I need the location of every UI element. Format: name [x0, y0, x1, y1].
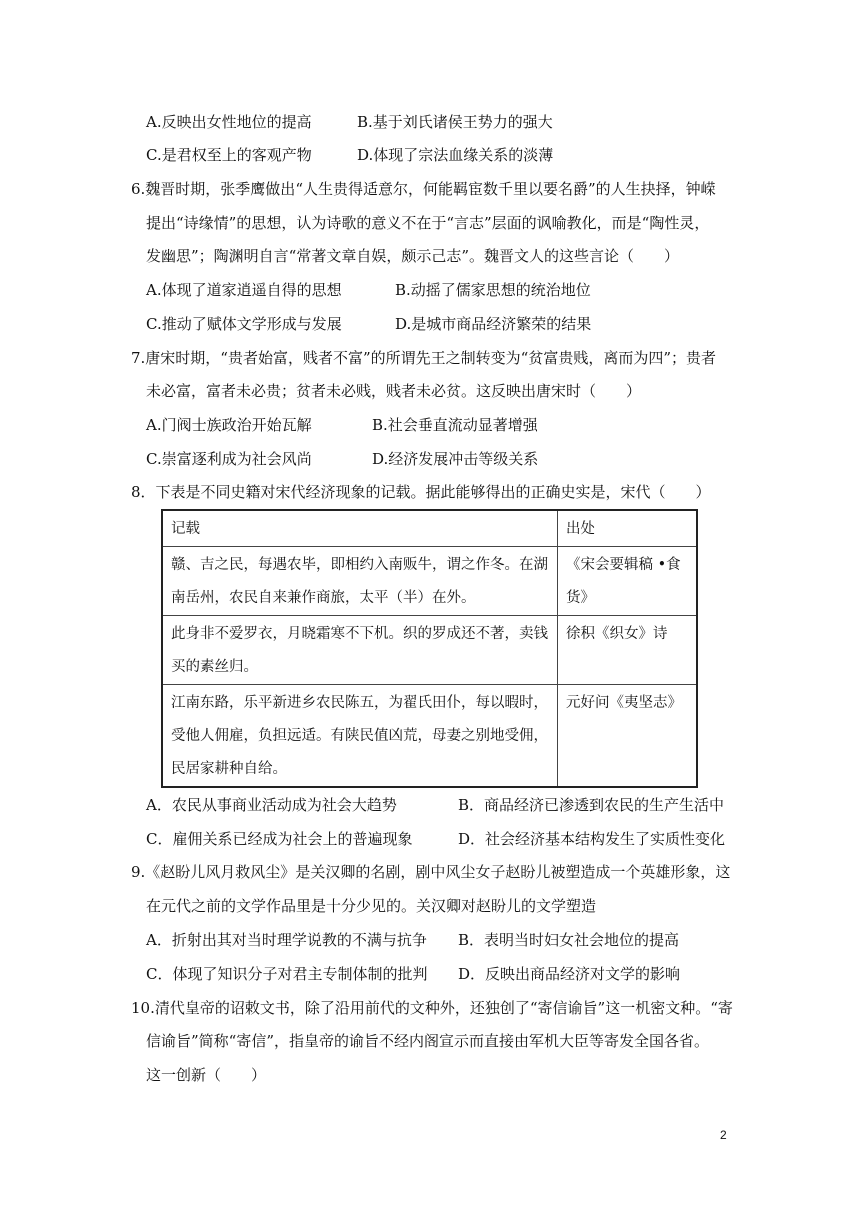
source-line: 徐积《织女》诗 [566, 626, 668, 642]
q9-stem-line1: 9.《赵盼儿风月救风尘》是关汉卿的名剧，剧中风尘女子赵盼儿被塑造成一个英雄形象，这 [131, 863, 731, 881]
q5-option-d: D.体现了宗法血缘关系的淡薄 [357, 146, 554, 164]
q6-stem-line2: 提出“诗缘情”的思想，认为诗歌的意义不在于“言志”层面的讽喻教化，而是“陶性灵， [146, 214, 710, 232]
source-line: 《宋会要辑稿 •食 [566, 557, 681, 573]
source-line: 货》 [566, 590, 595, 606]
q7-option-c: C.崇富逐利成为社会风尚 [146, 450, 312, 468]
table-row [162, 616, 697, 685]
record-line: 买的素丝归。 [171, 659, 258, 675]
source-cell [558, 547, 698, 616]
q7-option-d: D.经济发展冲击等级关系 [372, 450, 539, 468]
record-cell [162, 616, 558, 685]
q7-option-a: A.门阀士族政治开始瓦解 [146, 416, 312, 434]
record-line: 江南东路，乐平新进乡农民陈五，为翟氏田仆，每以暇时， [171, 695, 548, 711]
q8-stem-line1: 8．下表是不同史籍对宋代经济现象的记载。据此能够得出的正确史实是，宋代（ ） [131, 483, 711, 501]
q10-stem-line3: 这一创新（ ） [146, 1066, 267, 1084]
records-table [161, 509, 698, 788]
q9-option-a: A．折射出其对当时理学说教的不满与抗争 [146, 931, 427, 949]
q8-option-a: A．农民从事商业活动成为社会大趋势 [146, 796, 397, 814]
q6-stem-line3: 发幽思”；陶渊明自言“常著文章自娱，颇示己志”。魏晋文人的这些言论（ ） [146, 247, 680, 265]
record-line: 此身非不爱罗衣，月晓霜寒不下机。织的罗成还不著，卖钱 [171, 626, 548, 642]
header-record: 记载 [162, 510, 558, 547]
q7-stem-line1: 7.唐宋时期，“贵者始富，贱者不富”的所谓先王之制转变为“贫富贵贱，离而为四”；贵者 [131, 349, 716, 367]
q9-option-b: B．表明当时妇女社会地位的提高 [458, 931, 680, 949]
q6-option-c: C.推动了赋体文学形成与发展 [146, 315, 342, 333]
record-line: 民居家耕种自给。 [171, 761, 287, 777]
record-line: 南岳州，农民自来兼作商旅，太平（半）在外。 [171, 590, 476, 606]
source-cell [558, 616, 698, 685]
q7-stem-line2: 未必富，富者未必贵；贫者未必贱，贱者未必贫。这反映出唐宋时（ ） [146, 382, 642, 400]
q8-option-b: B．商品经济已渗透到农民的生产生活中 [458, 796, 725, 814]
header-source: 出处 [558, 510, 698, 547]
table-row [162, 547, 697, 616]
record-line: 受他人佣雇，负担远适。有陕民值凶荒，母妻之别地受佣， [171, 728, 548, 744]
q9-option-c: C．体现了知识分子对君主专制体制的批判 [146, 965, 428, 983]
record-cell [162, 685, 558, 788]
source-line: 元好问《夷坚志》 [566, 695, 682, 711]
q5-option-c: C.是君权至上的客观产物 [146, 146, 312, 164]
page-number: 2 [720, 1128, 727, 1142]
q8-option-c: C．雇佣关系已经成为社会上的普遍现象 [146, 830, 413, 848]
q6-option-a: A.体现了道家逍遥自得的思想 [146, 281, 342, 299]
record-line: 赣、吉之民，每遇农毕，即相约入南贩牛，谓之作冬。在湖 [171, 557, 548, 573]
q5-option-b: B.基于刘氏诸侯王势力的强大 [357, 113, 553, 131]
q8-option-d: D．社会经济基本结构发生了实质性变化 [458, 830, 726, 848]
q6-stem-line1: 6.魏晋时期，张季鹰做出“人生贵得适意尔，何能羁宦数千里以要名爵”的人生抉择，钟嵘 [131, 180, 716, 198]
table-row [162, 685, 697, 788]
source-cell [558, 685, 698, 788]
table-header-row [162, 510, 697, 547]
record-cell [162, 547, 558, 616]
q5-option-a: A.反映出女性地位的提高 [146, 113, 312, 131]
q9-option-d: D．反映出商品经济对文学的影响 [458, 965, 681, 983]
q10-stem-line2: 信谕旨”简称“寄信”，指皇帝的谕旨不经内阁宣示而直接由军机大臣等寄发全国各省。 [146, 1032, 710, 1050]
q7-option-b: B.社会垂直流动显著增强 [372, 416, 538, 434]
q10-stem-line1: 10.清代皇帝的诏敕文书，除了沿用前代的文种外，还独创了“寄信谕旨”这一机密文种。“寄 [131, 999, 733, 1017]
q6-option-d: D.是城市商品经济繁荣的结果 [395, 315, 592, 333]
q6-option-b: B.动摇了儒家思想的统治地位 [395, 281, 591, 299]
q9-stem-line2: 在元代之前的文学作品里是十分少见的。关汉卿对赵盼儿的文学塑造 [146, 897, 597, 915]
